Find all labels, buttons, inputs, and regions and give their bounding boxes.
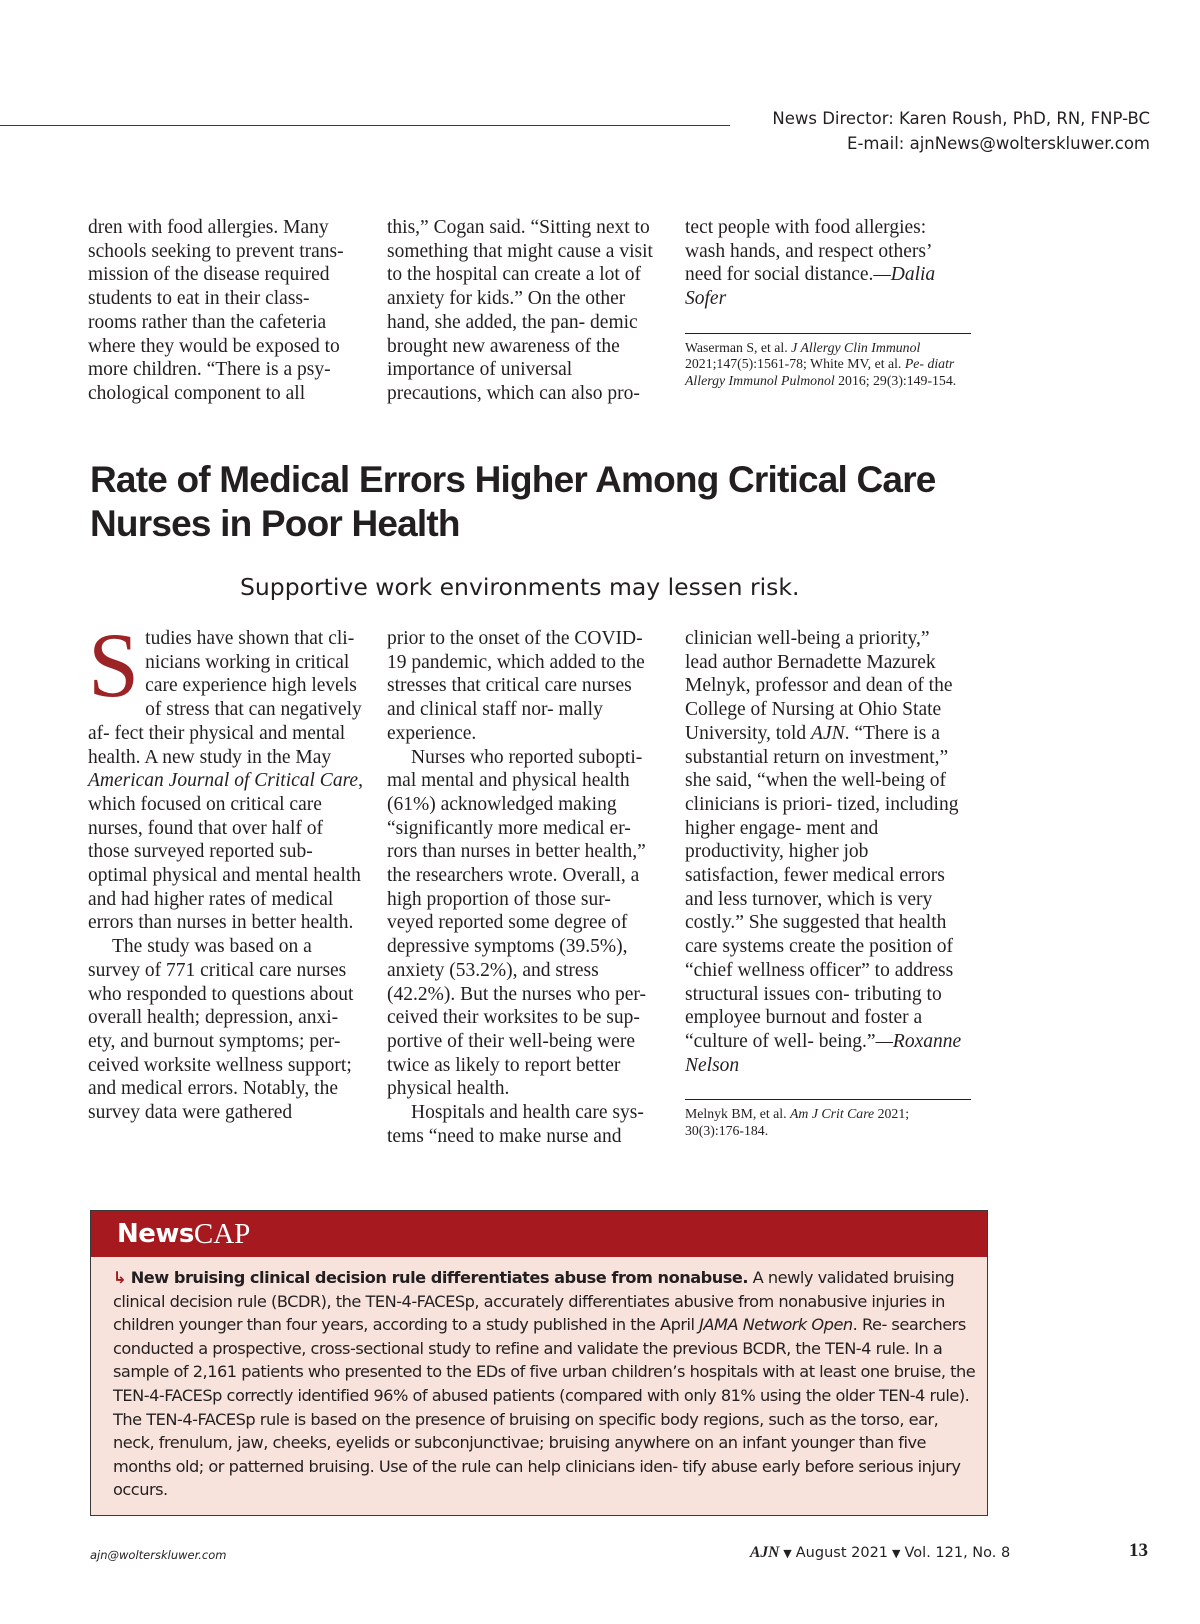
news-email: E-mail: ajnNews@wolterskluwer.com — [847, 134, 1150, 153]
newscap-headline: New bruising clinical decision rule differentiates abuse from nonabuse. — [130, 1268, 749, 1287]
article-paragraph: Studies have shown that cli- nicians working in critical care experience high levels of stress that can negatively af- fect their physical and mental health. A new study in the May American Journal of Critical Care, which focused on critical care nurses, found that over half of those surveyed reported sub- optimal physical and mental health and had higher rates of medical errors than nurses in better health. — [88, 614, 363, 934]
footer-volume: Vol. 121, No. 8 — [904, 1545, 1011, 1561]
newscap-box — [90, 1210, 988, 1516]
newscap-text: ↳ New bruising clinical decision rule differentiates abuse from nonabuse. A newly validated bruising clinical decision rule (BCDR), the TEN-4-FACESp, accurately differentiates abusive from nonabusive injuries in children younger than four years, according to a study published in the April JAMA Network Open. Re- searchers conducted a prospective, cross-sectional study to refine and validate the previous BCDR, the TEN-4 rule. In a sample of 2,161 patients who presented to the EDs of five urban children’s hospitals with at least one bruise, the TEN-4-FACESp correctly identified 96% of abused patients (compared with only 81% using the older TEN-4 rule). The TEN-4-FACESp rule is based on the presence of bruising on specific body regions, such as the torso, ear, neck, frenulum, jaw, cheeks, eyelids or subconjunctivae; bruising anywhere on an infant younger than five months old; or patterned bruising. Use of the rule can help clinicians iden- tify abuse early before serious injury occurs. — [113, 1268, 976, 1500]
article-deck: Supportive work environments may lessen risk. — [240, 573, 800, 601]
article-paragraph: Hospitals and health care sys- tems “need to make nurse and — [387, 1102, 644, 1147]
footer-date: August 2021 — [795, 1545, 889, 1561]
triangle-separator-icon: ▼ — [783, 1547, 792, 1560]
arrow-icon: ↳ — [113, 1268, 127, 1287]
footer-issue-info — [750, 1544, 1010, 1562]
prev-article-column-1 — [88, 216, 363, 406]
prev-article-text-2: this,” Cogan said. “Sitting next to something that might cause a visit to the hospital can create a lot of anxiety for kids.” On the other hand, she added, the pan- demic brought new awareness of the importance of universal precautions, which can also pro- — [387, 217, 653, 404]
prev-article-column-2 — [387, 216, 662, 406]
triangle-separator-icon: ▼ — [892, 1547, 901, 1560]
prev-article-byline: —Dalia Sofer — [685, 264, 936, 310]
newscap-title-bar — [91, 1211, 987, 1257]
footer-journal: AJN — [750, 1544, 780, 1561]
article-paragraph: Nurses who reported subopti- mal mental and physical health (61%) acknowledged making “significantly more medical er- rors than nurses in better health,” the researchers wrote. Overall, a high proportion of those sur- veyed reported some degree of depressive symptoms (39.5%), anxiety (53.2%), and stress (42.2%). But the nurses who per- ceived their worksites to be sup- portive of their well-being were twice as likely to report better physical health. — [387, 746, 647, 1100]
header-rule — [0, 125, 730, 126]
article-paragraph: The study was based on a survey of 771 critical care nurses who responded to questions about overall health; depression, anxi- ety, and burnout symptoms; per- ceived worksite wellness support; and medical errors. Notably, the survey data were gathered — [88, 936, 354, 1124]
newscap-title-news: News — [117, 1219, 194, 1249]
prev-article-column-3 — [685, 216, 963, 389]
drop-cap: S — [88, 614, 140, 716]
footnote-rule — [685, 1099, 971, 1100]
article-column-1 — [88, 614, 363, 1125]
footer-email: ajn@wolterskluwer.com — [90, 1548, 227, 1562]
article-paragraph: prior to the onset of the COVID-19 pandemic, which added to the stresses that critical care nurses and clinical staff nor- mally experience. — [387, 628, 645, 744]
article-byline: —Roxanne Nelson — [685, 1030, 962, 1076]
article-paragraph: clinician well-being a priority,” lead author Bernadette Mazurek Melnyk, professor and dean of the College of Nursing at Ohio State University, told AJN. “There is a substantial return on investment,” she said, “when the well-being of clinicians is priori- tized, including higher engage- ment and productivity, higher job satisfaction, fewer medical errors and less turnover, which is very costly.” She suggested that health care systems create the position of “chief wellness officer” to address structural issues con- tributing to employee burnout and foster a “culture of well- being.”—Roxanne Nelson — [685, 628, 962, 1076]
journal-title: American Journal of Critical Care — [88, 770, 359, 792]
prev-article-reference: Waserman S, et al. J Allergy Clin Immunol 2021;147(5):1561-78; White MV, et al. Pe- diatr Allergy Immunol Pulmonol 2016; 29(3):149-154. — [685, 339, 957, 388]
news-director-credit: News Director: Karen Roush, PhD, RN, FNP-BC — [772, 109, 1150, 128]
footnote-rule — [685, 333, 971, 334]
article-column-2 — [387, 627, 662, 1148]
newscap-journal: JAMA Network Open — [699, 1315, 853, 1335]
article-headline: Rate of Medical Errors Higher Among Critical Care Nurses in Poor Health — [90, 459, 936, 544]
article-column-3 — [685, 627, 963, 1139]
section-header — [772, 106, 1150, 156]
article-reference: Melnyk BM, et al. Am J Crit Care 2021; 30(3):176-184. — [685, 1106, 910, 1138]
page-number: 13 — [1129, 1540, 1148, 1561]
newscap-title-cap: CAP — [193, 1217, 251, 1250]
prev-article-text-3: tect people with food allergies: wash hands, and respect others’ need for social distance.—Dalia Sofer — [685, 217, 936, 310]
prev-article-text-1: dren with food allergies. Many schools seeking to prevent trans- mission of the disease required students to eat in their class- rooms rather than the cafeteria where they would be exposed to more children. “There is a psy- chological component to all — [88, 217, 344, 404]
